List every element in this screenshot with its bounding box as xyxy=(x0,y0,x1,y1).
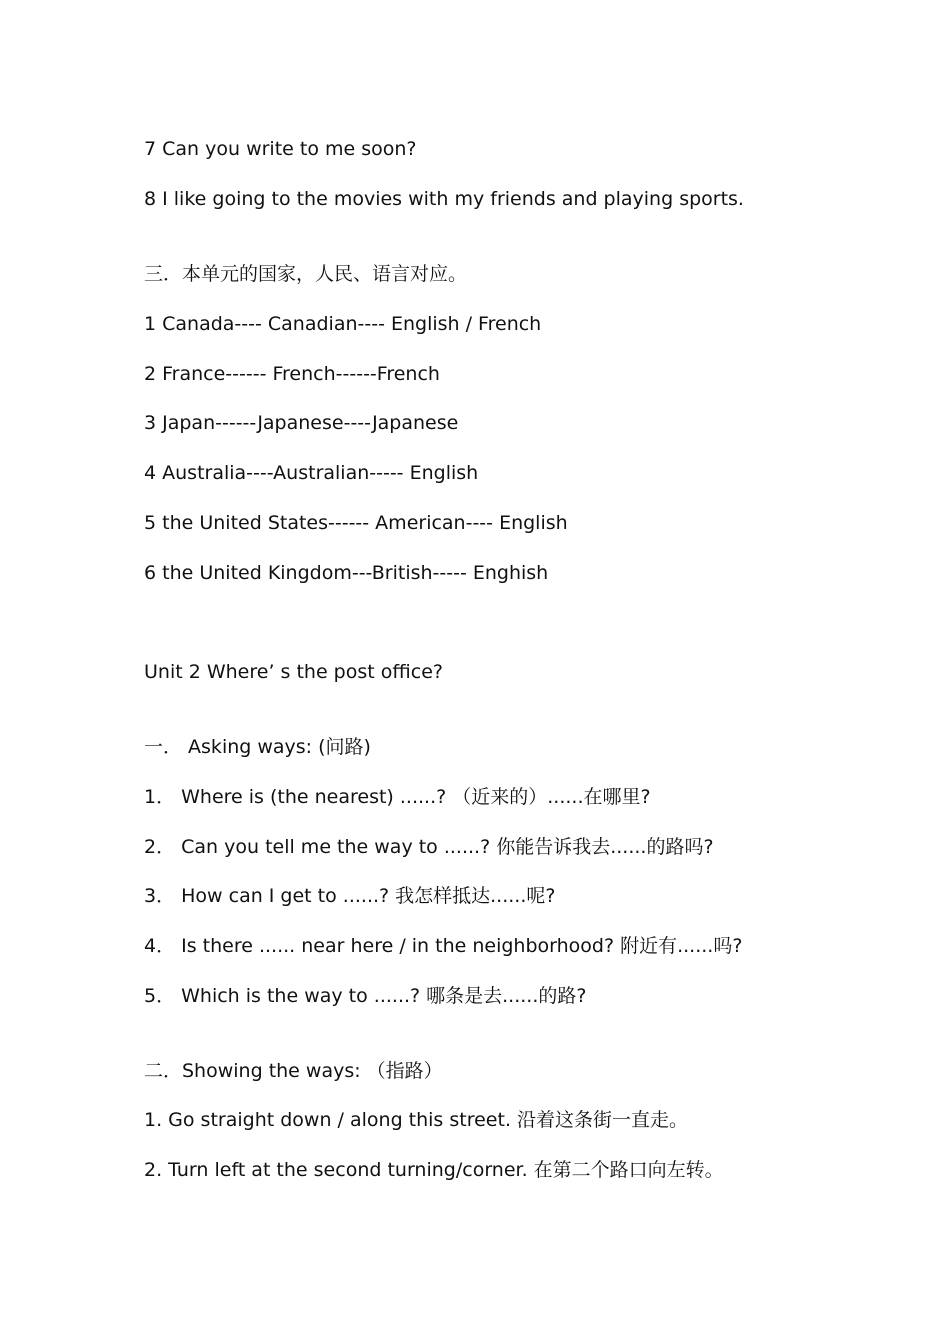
asking-item: 2． Can you tell me the way to ......? 你能告诉我去......的路吗? xyxy=(144,836,714,858)
asking-item: 4． Is there ...... near here / in the neighborhood? 附近有......吗? xyxy=(144,935,743,957)
country-row: 2 France------ French------French xyxy=(144,363,440,385)
country-row: 3 Japan------Japanese----Japanese xyxy=(144,412,459,434)
unit-title: Unit 2 Where’ s the post office? xyxy=(144,661,443,683)
asking-item: 1． Where is (the nearest) ......? （近来的）......在哪里? xyxy=(144,786,651,808)
sentence-7: 7 Can you write to me soon? xyxy=(144,138,417,160)
asking-item: 3． How can I get to ......? 我怎样抵达......呢? xyxy=(144,885,556,907)
country-row: 5 the United States------ American---- English xyxy=(144,512,568,534)
asking-item: 5． Which is the way to ......? 哪条是去......的路? xyxy=(144,985,587,1007)
sentence-8: 8 I like going to the movies with my friends and playing sports. xyxy=(144,188,744,210)
country-row: 4 Australia----Australian----- English xyxy=(144,462,479,484)
section-heading-countries: 三．本单元的国家，人民、语言对应。 xyxy=(144,263,468,285)
section-heading-asking: 一． Asking ways: (问路) xyxy=(144,736,371,758)
country-row: 6 the United Kingdom---British----- Enghish xyxy=(144,562,549,584)
showing-item: 1. Go straight down / along this street. 沿着这条街一直走。 xyxy=(144,1109,689,1131)
section-heading-showing: 二．Showing the ways: （指路） xyxy=(144,1060,443,1082)
country-row: 1 Canada---- Canadian---- English / French xyxy=(144,313,542,335)
showing-item: 2. Turn left at the second turning/corner. 在第二个路口向左转。 xyxy=(144,1159,724,1181)
